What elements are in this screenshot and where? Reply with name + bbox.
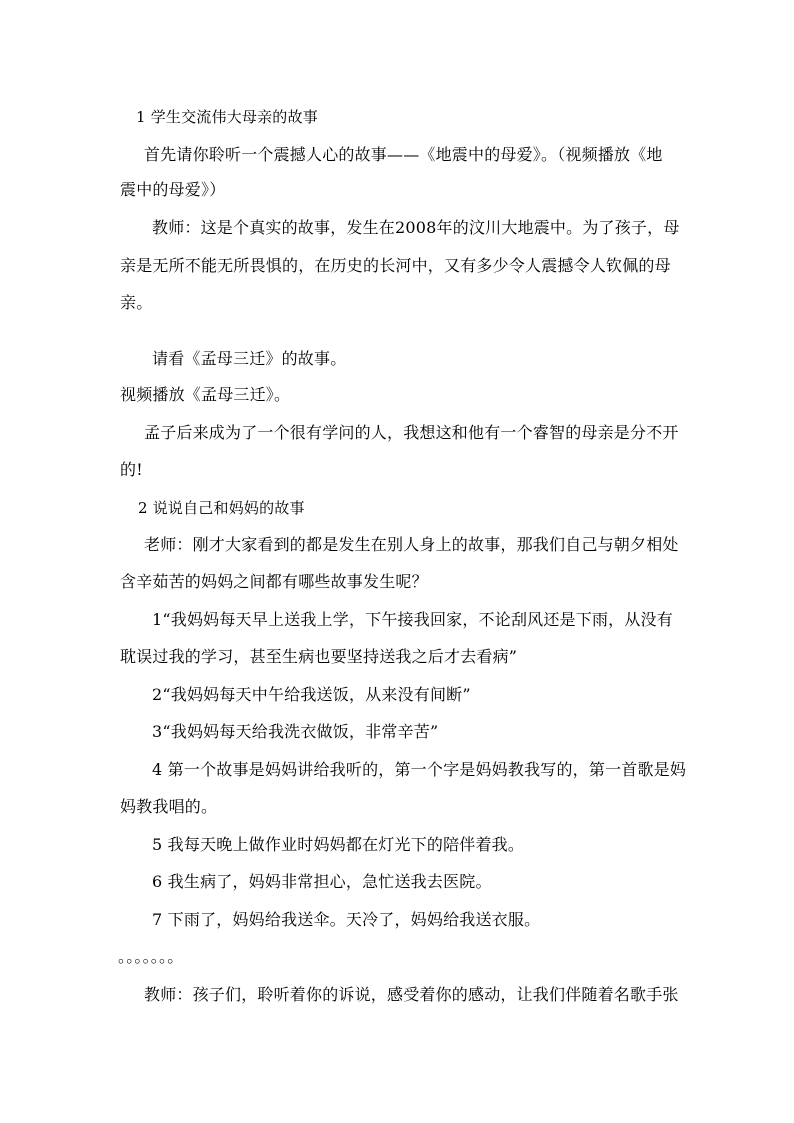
paragraph-line: 老师：刚才大家看到的都是发生在别人身上的故事，那我们自己与朝夕相处 [144, 535, 679, 554]
paragraph-line: 震中的母爱》） [120, 180, 226, 199]
list-item: 1“我妈妈每天早上送我上学，下午接我回家，不论刮风还是下雨，从没有 [152, 610, 673, 629]
paragraph-line: 教师：孩子们，聆听着你的诉说，感受着你的感动，让我们伴随着名歌手张 [144, 985, 679, 1004]
list-item-continued: 妈教我唱的。 [120, 797, 218, 816]
list-item-continued: 耽误过我的学习，甚至生病也要坚持送我之后才去看病” [120, 647, 518, 666]
ellipsis-line: 。。。。。。。 [118, 947, 184, 966]
list-item: 3“我妈妈每天给我洗衣做饭，非常辛苦” [152, 722, 439, 741]
list-item: 5 我每天晚上做作业时妈妈都在灯光下的陪伴着我。 [152, 835, 525, 854]
paragraph-line: 教师：这是个真实的故事，发生在2008年的汶川大地震中。为了孩子，母 [152, 218, 680, 237]
list-item: 6 我生病了，妈妈非常担心，急忙送我去医院。 [152, 872, 492, 891]
paragraph-line: 首先请你聆听一个震撼人心的故事——《地震中的母爱》。（视频播放《地 [144, 145, 663, 164]
list-item: 4 第一个故事是妈妈讲给我听的，第一个字是妈妈教我写的，第一首歌是妈 [152, 760, 687, 779]
section-heading-1: 1 学生交流伟大母亲的故事 [136, 108, 318, 126]
paragraph-line: 孟子后来成为了一个很有学问的人，我想这和他有一个睿智的母亲是分不开 [144, 423, 679, 442]
paragraph-line: 的! [120, 460, 143, 479]
paragraph-line: 视频播放《孟母三迁》。 [120, 385, 291, 404]
paragraph-line: 请看《孟母三迁》的故事。 [152, 349, 347, 368]
paragraph-line: 含辛茹苦的妈妈之间都有哪些故事发生呢？ [120, 572, 428, 591]
list-item: 7 下雨了，妈妈给我送伞。天冷了，妈妈给我送衣服。 [152, 910, 541, 929]
section-heading-2: 2 说说自己和妈妈的故事 [138, 499, 305, 517]
paragraph-line: 亲是无所不能无所畏惧的，在历史的长河中，又有多少令人震撼令人钦佩的母 [120, 256, 671, 275]
paragraph-line: 亲。 [120, 293, 153, 312]
list-item: 2“我妈妈每天中午给我送饭，从来没有间断” [152, 685, 471, 704]
